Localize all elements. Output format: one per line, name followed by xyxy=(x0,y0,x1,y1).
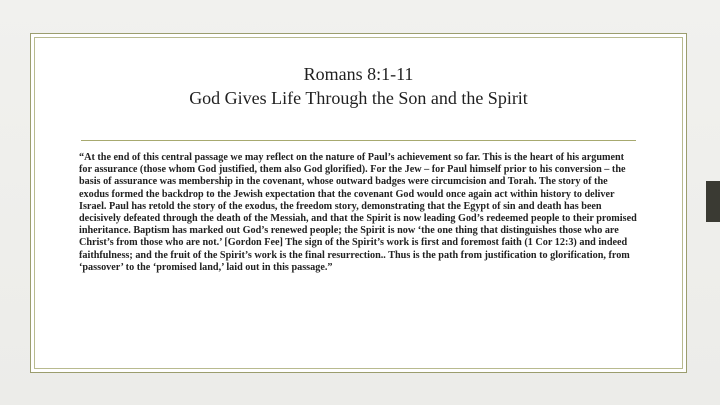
title-line-1: Romans 8:1-11 xyxy=(303,64,414,84)
side-tab-decoration xyxy=(706,181,720,222)
quote-paragraph: “At the end of this central passage we may reflect on the nature of Paul’s achievement so far. This is the heart of his argument for assurance (those whom God justified, them also God glorified). For the Jew – for Paul himself prior to his conversion – the basis of assurance was membership in the covenant, whose outward badges were circumcision and Torah. The story of the exodus formed the backdrop to the Jewish expectation that the covenant God would once again act within history to deliver Israel. Paul has retold the story of the exodus, the freedom story, demonstrating that the Egypt of sin and death has been decisively defeated through the death of the Messiah, and that the Spirit is now leading God’s redeemed people to their promised inheritance. Baptism has marked out God’s renewed people; the Spirit is now ‘the one thing that distinguishes those who are Christ’s from those who are not.’ [Gordon Fee] The sign of the Spirit’s work is first and foremost faith (1 Cor 12:3) and indeed faithfulness; and the fruit of the Spirit’s work is the final resurrection.. Thus is the path from justification to glorification, from ‘passover’ to the ‘promised land,’ laid out in this passage.” xyxy=(79,152,637,273)
title-line-2: God Gives Life Through the Son and the Spirit xyxy=(189,88,528,108)
title-divider xyxy=(81,140,636,141)
slide-frame xyxy=(30,33,687,373)
slide-title xyxy=(31,62,686,110)
